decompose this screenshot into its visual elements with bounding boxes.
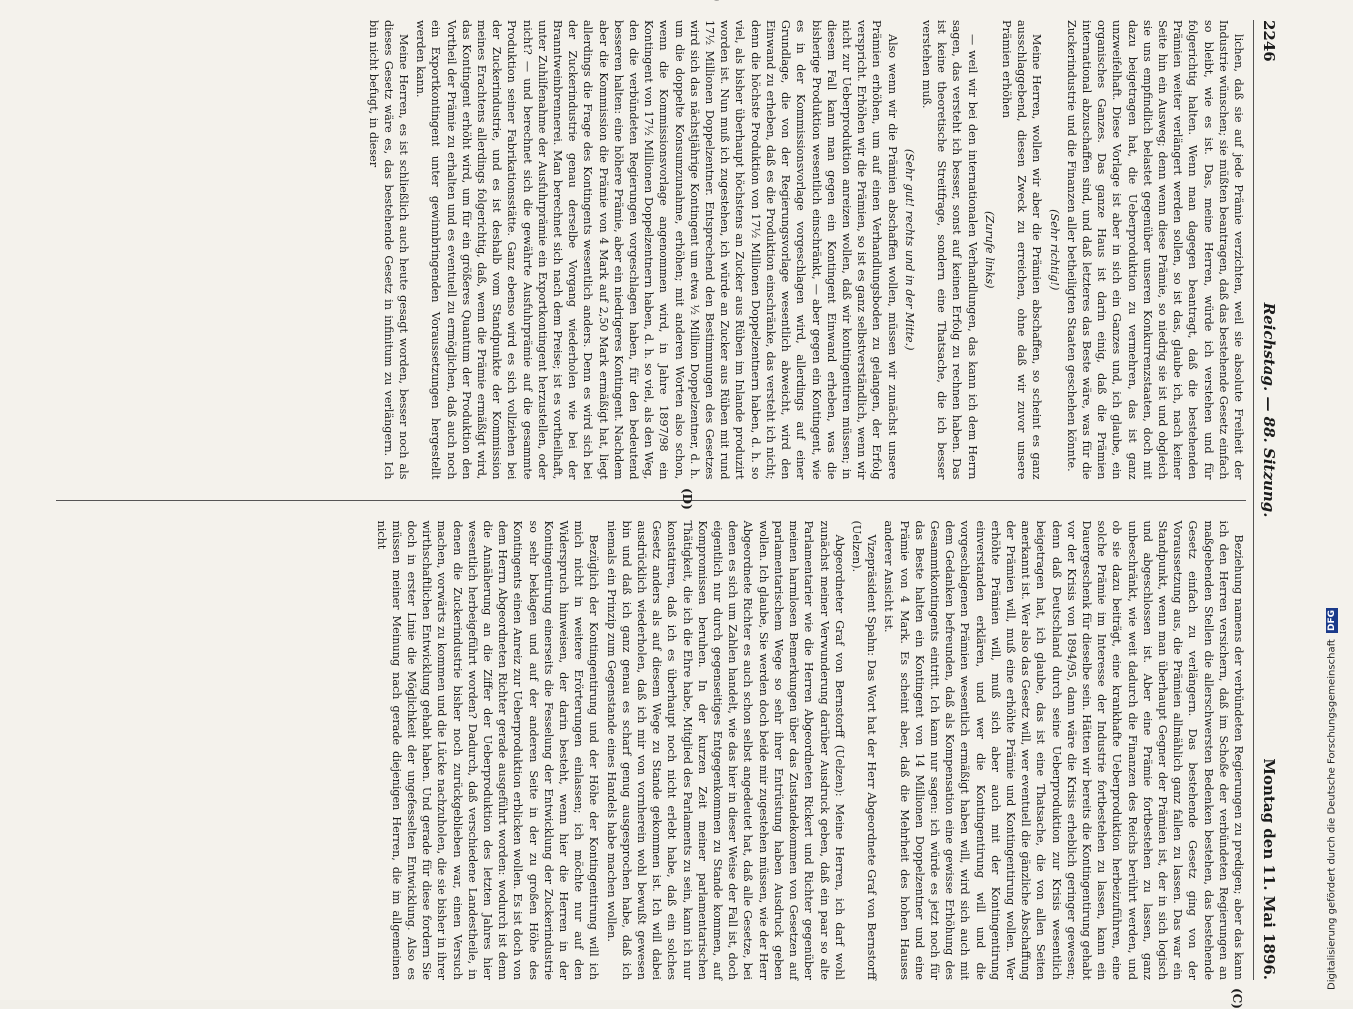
- paragraph: lichen, daß sie auf jede Prämie verzichten, weil sie absolute Freiheit der Industrie wünschen; sie müßten beantragen, daß das bestehende Gesetz einfach so bleibt, wie es ist. Das, meine Herren, würde ich verstehen und für folgerichtig halten. Wenn man dagegen beantragt, daß die bestehenden Prämien weiter verlängert werden sollen, so ist das, glaube ich, nach keiner Seite hin ein Ausweg; denn wenn diese Prämie, so niedrig sie ist und obgleich sie uns empfindlich belastet gegenüber unseren Konkurrenzstaaten, doch mit dazu beigetragen hat, die Ueberproduktion zu vermehren, das ist ganz unzweifelhaft. Diese Vorlage ist aber in sich ein Ganzes und, ich glaube, ein organisches Ganzes. Das ganze Haus ist darin einig, daß die Prämien international abzuschaffen sind, und daß letzteres das Beste wäre, was für die Zuckerindustrie und die Finanzen aller betheiligten Staaten geschehen könnte.: [1064, 20, 1245, 480]
- right-column: [56, 521, 1246, 981]
- paragraph: (Sehr richtig!): [1047, 209, 1061, 291]
- paragraph: (Zurufe links): [982, 211, 996, 289]
- header-date: Montag den 11. Mai 1896.: [1260, 758, 1278, 980]
- paragraph: Bezüglich der Kontingentirung und der Höhe der Kontingentirung will ich mich nicht in weitere Erörterungen einlassen; ich möchte nur auf den Widerspruch hinweisen, der darin besteht, wenn hier die Herren in der Kontingentirung einerseits die Fesselung der Entwicklung der Zuckerindustrie so sehr beklagen und auf der anderen Seite in der zu großen Höhe des Kontingents einen Anreiz zur Ueberproduktion erblicken wollen. Es ist doch von dem Herrn Abgeordneten Richter gerade ausgeführt worden: wodurch ist denn die Annäherung an die Ziffer der Ueberproduktion des letzten Jahres hier wesentlich herbeigeführt worden? Dadurch, daß verschiedene Landestheile, in denen die Zuckerindustrie bisher noch zurückgeblieben war, einen Versuch machen, vorwärts zu kommen und die Lücke nachzuholen, die sie bisher in ihrer wirthschaftlichen Entwicklung gehabt haben. Und gerade für diese fordern Sie doch in erster Linie die Möglichkeit der ungefesselten Entwicklung. Also es müssen meiner Meinung nach gerade diejenigen Herren, die im allgemeinen nicht: [374, 520, 601, 980]
- left-column: [56, 20, 1246, 480]
- column-divider: [56, 500, 1246, 501]
- text-columns: [56, 20, 1246, 980]
- margin-marker-c: (C): [1230, 988, 1244, 1009]
- paragraph: Abgeordneter Graf von Bernstorff (Uelzen): Meine Herren, ich darf wohl zunächst meiner Verwunderung darüber Ausdruck geben, daß ein paar so alte Parlamentarier wie die Herren Abgeordneten Rickert und Richter gegenüber meinen harmlosen Bemerkungen über das Zustandekommen von Gesetzen auf parlamentarischem Wege so sehr ihrer Entrüstung haben Ausdruck geben wollen. Ich glaube, Sie werden doch beide mir zugestehen müssen, wie der Herr Abgeordnete Richter es auch schon selbst angedeutet hat, daß alle Gesetze, bei denen es sich um Zahlen handelt, wie das hier in dieser Weise der Fall ist, doch eigentlich nur durch gegenseitiges Entgegenkommen zu Stande kommen, auf Kompromissen beruhen. In der kurzen Zeit meiner parlamentarischen Thätigkeit, die ich die Ehre habe, Mitglied des Parlaments zu sein, kann ich nur konstatiren, daß ich es überhaupt noch nicht erlebt habe, daß ein solches Gesetz anders als auf diesem Wege zu Stande gekommen ist. Ich will dabei ausdrücklich wiederholen, daß ich mir von vornherein wohl bewußt gewesen bin und daß ich ganz genau es scharf genug ausgesprochen habe, daß ich niemals ein Prinzip zum Gegenstande eines Handels habe machen wollen.: [604, 520, 846, 980]
- margin-marker-a: [1231, 0, 1246, 1]
- paragraph: (Sehr gut! rechts und in der Mitte.): [902, 148, 916, 351]
- dfg-logo: DFG: [1327, 610, 1337, 632]
- rotated-page-content: [44, 20, 1284, 1009]
- digitization-credit: [1322, 120, 1342, 990]
- credit-text: Digitalisierung gefördert durch die Deutsche Forschungsgemeinschaft: [1326, 639, 1338, 990]
- paragraph: Also wenn wir die Prämien abschaffen wollen, müssen wir zunächst unsere Prämien erhöhen, um auf einen Verhandlungsboden zu gelangen, der Erfolg verspricht. Erhöhen wir die Prämien, so ist es ganz selbstverständlich, wenn wir nicht zur Ueberproduktion anreizen wollen, daß wir kontingentiren müssen; in diesem Fall kann man gegen ein Kontingent Einwand erheben, was die bisherige Produktion wesentlich einschränkt, — aber gegen ein Kontingent, wie es in der Kommissionsvorlage vorgeschlagen wird, allerdings auf einer Grundlage, die von der Regierungsvorlage wesentlich abweicht, wird den Einwand zu erheben, daß es die Produktion einschränke, das versteht ich nicht; denn die höchste Produktion von 17½ Millionen Doppelzentnern haben, d. h. so viel, als bisher überhaupt höchstens an Zucker aus Rüben im Inlande produzirt worden ist. Nun muß ich zugestehen, ich würde an Zucker aus Rüben mit rund 17½ Millionen Doppelzentner. Entsprechend den Bestimmungen des Gesetzes wird sich das nächstjährige Kontingent um etwa ½ Million Doppelzentner, d. h. um die doppelte Konsumzunahme, erhöhen; mit anderen Worten also schon, wenn die Kommissionsvorlage angenommen wird, in Jahre 1897/98 ein Kontingent von 17½ Millionen Doppelzentnern haben, d. h. so viel, als den Weg, den die verbündeten Regierungen vorgeschlagen haben, für den bedeutend besseren halten: eine höhere Prämie, aber ein niedrigeres Kontingent. Nachdem aber die Kommission die Prämie von 4 Mark auf 2,50 Mark ermäßigt hat, liegt allerdings die Frage des Kontingents wesentlich anders. Denn es wird sich bei der Zuckerindustrie genau derselbe Vorgang wiederholen wie bei der Branntweinbrennerei. Man berechnet sich nach dem Preise; ist es vortheilhaft, unter Zuhilfenahme der Ausfuhrprämie ein Exportkontingent herzustellen, oder nicht? — und berechnet sich die gewährte Ausfuhrprämie auf die gesammte Produktion seiner Fabrikationsstätte. Ganz ebenso wird es sich vollziehen bei der Zuckerindustrie, und es ist deshalb vom Standpunkte der Kommission meines Erachtens allerdings folgerichtig, daß, wenn die Prämie ermäßigt wird, das Kontingent erhöht wird, um für ein größeres Quantum der Produktion den Vortheil der Prämie zu erhalten und es eventuell zu ermöglichen, daß auch noch ein Exportkontingent unter gewinnbringenden Voraussetzungen hergestellt werden kann.: [414, 20, 899, 480]
- paragraph: Vizepräsident Spahn: Das Wort hat der Herr Abgeordnete Graf von Bernstorff (Uelzen).: [849, 520, 879, 980]
- header-title: Reichstag. — 88. Sitzung.: [1260, 302, 1278, 518]
- page-number: 2246: [1260, 20, 1278, 62]
- margin-marker-d: (D): [680, 488, 694, 510]
- paragraph: Beziehung namens der verbündeten Regierungen zu predigen; aber das kann ich den Herren versichern, daß im Schoße der verbündeten Regierungen an maßgebenden Stellen die allerschwersten Bedenken bestehen, das bestehende Gesetz einfach zu verlängern. Das bestehende Gesetz ging von der Voraussetzung aus, die Prämien allmählich ganz fallen zu lassen. Das war ein Standpunkt, wenn man überhaupt Gegner der Prämien ist, der in sich logisch und abgeschlossen ist. Aber eine Prämie fortbestehen zu lassen, ganz unbeschränkt, wie weit dadurch die Finanzen des Reichs berührt werden, und ob sie dazu beiträgt, eine krankhafte Ueberproduktion herbeizuführen, eine solche Prämie im Interesse der Industrie fortbestehen zu lassen, kann ein Dauergeschenk für dieselbe sein. Hätten wir bereits die Kontingentirung gehabt vor der Krisis von 1894/95, dann wäre die Krisis erheblich geringer gewesen; denn daß Deutschland durch seine Ueberproduktion zur Krisis wesentlich beigetragen hat, ich glaube, das ist eine Thatsache, die von allen Seiten anerkannt ist. Wer also das Gesetz will, wer eventuell die gänzliche Abschaffung der Prämien will, muß eine erhöhte Prämie und Kontingentirung wollen. Wer erhöhte Prämien will, muß sich aber auch mit der Kontingentirung einverstanden erklären, und wer die Kontingentirung will und die vorgeschlagenen Prämien wesentlich ermäßigt haben will, wird sich auch mit dem Gedanken befreunden, daß als Kompensation eine gewisse Erhöhung des Gesammtkontingents eintritt. Ich kann nur sagen: ich würde es jetzt noch für das Beste halten ein Kontingent von 14 Millionen Doppelzentner und eine Prämie von 4 Mark. Es scheint aber, daß die Mehrheit des hohen Hauses anderer Ansicht ist.: [882, 520, 1245, 980]
- paragraph: — weil wir bei den internationalen Verhandlungen, das kann ich dem Herrn sagen, das versteht ich besser, sonst auf keinen Erfolg zu rechnen haben. Das ist keine theoretische Streitfrage, sondern eine Thatsache, die ich besser verstehen muß.: [919, 20, 979, 480]
- margin-marker-b: [710, 0, 724, 2]
- paragraph: Meine Herren, es ist schließlich auch heute gesagt worden, besser noch als dieses Gesetz wäre es, das bestehende Gesetz in infinitum zu verlängern. Ich bin nicht befugt, in dieser: [366, 20, 411, 480]
- page-header: [1253, 20, 1284, 980]
- paragraph: Meine Herren, wollen wir aber die Prämien abschaffen, so scheint es ganz ausschlaggebend, diesen Zweck zu erreichen, ohne daß wir zuvor unsere Prämien erhöhen: [999, 20, 1044, 480]
